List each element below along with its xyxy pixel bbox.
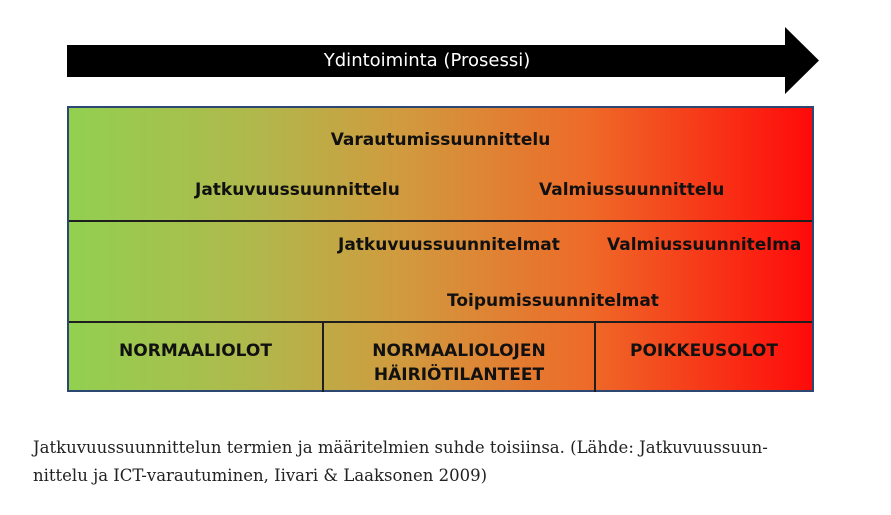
disruption-label-line1: NORMAALIOLOJEN xyxy=(372,341,546,361)
continuity-planning-label: Jatkuvuussuunnittelu xyxy=(195,180,400,200)
readiness-planning-label: Valmiussuunnittelu xyxy=(539,180,725,200)
preparedness-planning-label: Varautumissuunnittelu xyxy=(330,130,551,150)
normal-conditions-label: NORMAALIOLOT xyxy=(119,341,272,361)
process-arrow-label: Ydintoiminta (Prosessi) xyxy=(323,50,531,71)
emergency-conditions-label: POIKKEUSOLOT xyxy=(630,341,778,361)
recovery-plans-label: Toipumissuunnitelmat xyxy=(447,291,659,311)
caption-line-2: nittelu ja ICT-varautuminen, Iivari & Laaksonen 2009) xyxy=(33,466,488,485)
planning-gradient-box xyxy=(67,106,814,392)
figure-caption xyxy=(33,434,863,490)
preparedness-plan-label: Valmiussuunnitelma xyxy=(607,235,802,255)
continuity-plans-label: Jatkuvuussuunnitelmat xyxy=(338,235,560,255)
divider-upper xyxy=(69,220,812,222)
divider-lower xyxy=(69,321,812,323)
disruption-label-line2: HÄIRIÖTILANTEET xyxy=(373,365,545,385)
caption-line-1: Jatkuvuussuunnittelun termien ja määritelmien suhde toisiinsa. (Lähde: Jatkuvuussuun- xyxy=(33,438,768,457)
